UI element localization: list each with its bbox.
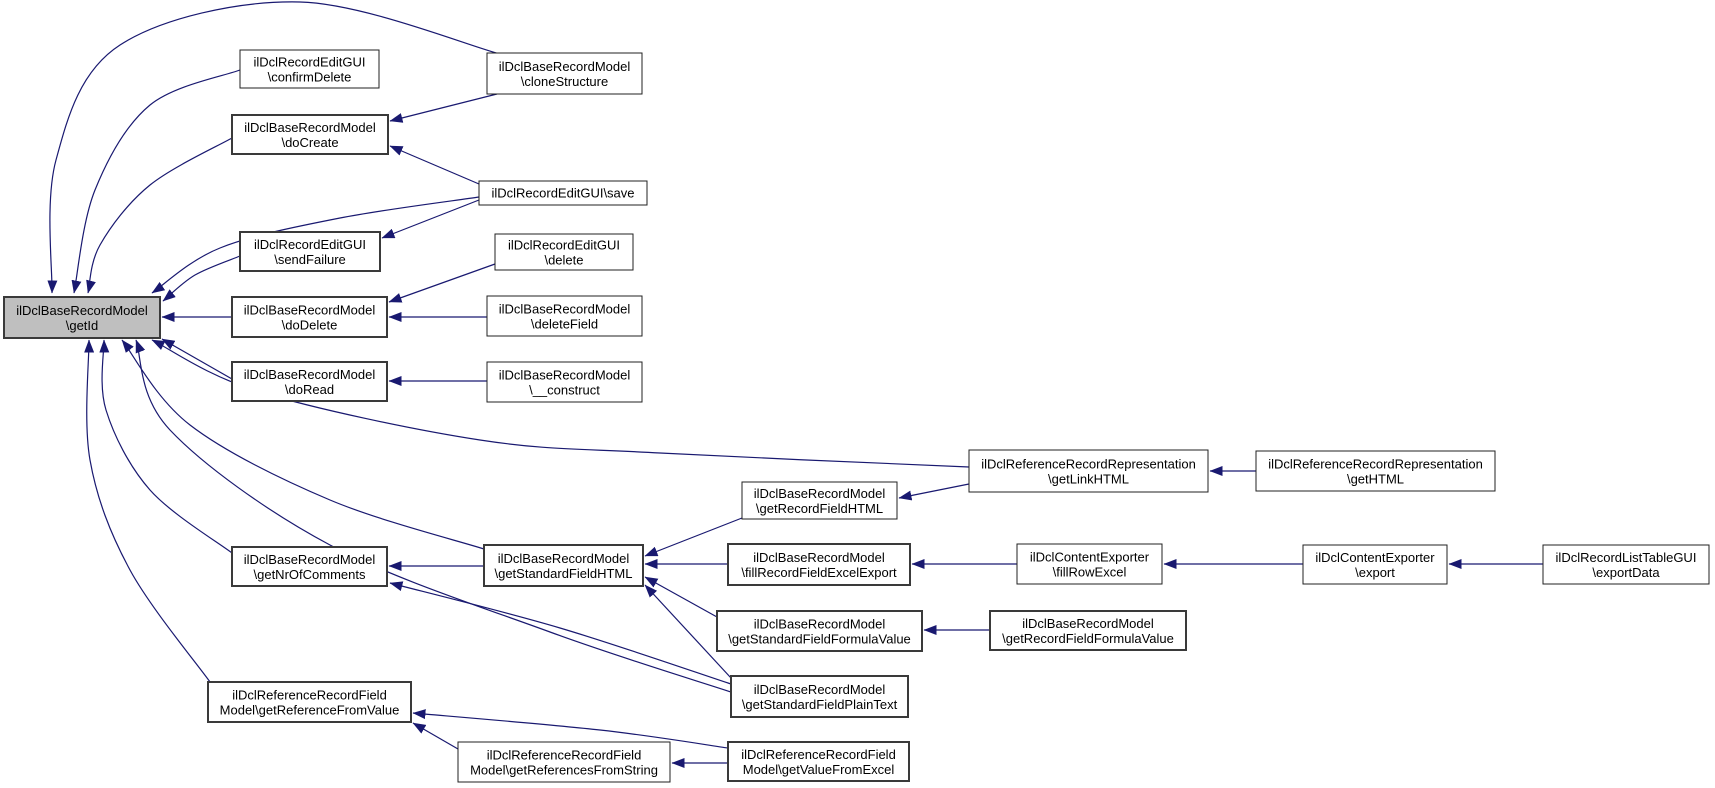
graph-node-getStandardFieldHTML[interactable] bbox=[484, 545, 643, 586]
node-label-fillRecordFieldExcelExport-line1: \fillRecordFieldExcelExport bbox=[741, 565, 897, 580]
graph-node-export[interactable] bbox=[1303, 545, 1447, 584]
edge-getReferenceFromValue-to-getId bbox=[87, 340, 210, 682]
node-label-getLinkHTML-line0: ilDclReferenceRecordRepresentation bbox=[981, 456, 1196, 472]
node-label-getHTML-line1: \getHTML bbox=[1346, 471, 1405, 487]
graph-node-getStandardFieldPlainText[interactable] bbox=[731, 676, 908, 717]
edge-getReferencesFromString-to-getReferenceFromValue bbox=[413, 723, 458, 749]
graph-node-getReferenceFromValue[interactable] bbox=[208, 682, 411, 722]
graph-node-fillRowExcel[interactable] bbox=[1017, 544, 1162, 584]
node-label-doRead-line0: ilDclBaseRecordModel bbox=[243, 367, 376, 382]
edge-delete-to-doDelete bbox=[389, 264, 495, 302]
node-label-doCreate-line1: \doCreate bbox=[281, 135, 339, 150]
edge-getLinkHTML-to-getRecordFieldHTML bbox=[899, 484, 969, 498]
node-label-getValueFromExcel-line1: Model\getValueFromExcel bbox=[742, 762, 895, 777]
edge-doCreate-to-getId bbox=[88, 138, 232, 293]
node-label-getReferencesFromString-line0: ilDclReferenceRecordField bbox=[486, 747, 642, 763]
graph-node-getId[interactable] bbox=[4, 297, 160, 338]
node-label-getNrOfComments-line1: \getNrOfComments bbox=[253, 567, 366, 582]
node-label-getId-line0: ilDclBaseRecordModel bbox=[16, 303, 148, 318]
graph-node-exportData[interactable] bbox=[1543, 545, 1709, 584]
node-label-delete-line1: \delete bbox=[544, 252, 584, 268]
node-label-getReferencesFromString-line1: Model\getReferencesFromString bbox=[470, 762, 658, 778]
node-label-getStandardFieldFormulaValue-line1: \getStandardFieldFormulaValue bbox=[728, 631, 911, 647]
node-label-fillRecordFieldExcelExport-line0: ilDclBaseRecordModel bbox=[753, 550, 885, 565]
graph-node-sendFailure[interactable] bbox=[240, 232, 380, 271]
node-label-exportData-line1: \exportData bbox=[1592, 565, 1660, 580]
graph-node-getRecordFieldHTML[interactable] bbox=[742, 482, 897, 519]
node-label-save-line0: ilDclRecordEditGUI\save bbox=[491, 185, 635, 201]
node-label-getReferenceFromValue-line1: Model\getReferenceFromValue bbox=[219, 702, 400, 718]
node-label-getStandardFieldPlainText-line0: ilDclBaseRecordModel bbox=[753, 682, 886, 697]
edge-getStandardFieldPlainText-to-getNrOfComments bbox=[390, 583, 731, 684]
graph-node-getHTML[interactable] bbox=[1256, 451, 1495, 491]
edge-sendFailure-to-getId bbox=[163, 256, 240, 301]
node-label-getRecordFieldFormulaValue-line1: \getRecordFieldFormulaValue bbox=[1002, 631, 1174, 646]
node-label-construct-line1: \__construct bbox=[529, 382, 600, 398]
graph-node-getValueFromExcel[interactable] bbox=[728, 742, 909, 781]
edge-confirmDelete-to-getId bbox=[74, 70, 240, 293]
node-label-construct-line0: ilDclBaseRecordModel bbox=[498, 367, 631, 383]
node-label-getValueFromExcel-line0: ilDclReferenceRecordField bbox=[741, 747, 896, 762]
graph-node-deleteField[interactable] bbox=[487, 296, 642, 336]
node-label-delete-line0: ilDclRecordEditGUI bbox=[508, 237, 620, 253]
graph-node-getReferencesFromString[interactable] bbox=[458, 742, 670, 782]
graph-node-doCreate[interactable] bbox=[232, 115, 388, 154]
node-label-getReferenceFromValue-line0: ilDclReferenceRecordField bbox=[232, 687, 387, 703]
node-label-getRecordFieldHTML-line0: ilDclBaseRecordModel bbox=[753, 486, 886, 501]
graph-node-save[interactable] bbox=[479, 181, 647, 205]
node-label-deleteField-line0: ilDclBaseRecordModel bbox=[498, 301, 631, 317]
node-label-cloneStructure-line1: \cloneStructure bbox=[520, 74, 609, 89]
edge-doRead-to-getId bbox=[162, 339, 232, 379]
node-label-sendFailure-line0: ilDclRecordEditGUI bbox=[254, 237, 366, 252]
edge-save-to-sendFailure bbox=[382, 200, 479, 238]
node-label-doDelete-line1: \doDelete bbox=[281, 317, 338, 333]
node-label-doRead-line1: \doRead bbox=[284, 382, 335, 397]
node-label-getStandardFieldHTML-line1: \getStandardFieldHTML bbox=[494, 566, 633, 581]
graph-node-getRecordFieldFormulaValue[interactable] bbox=[990, 611, 1186, 650]
edge-cloneStructure-to-doCreate bbox=[390, 94, 497, 121]
node-label-doDelete-line0: ilDclBaseRecordModel bbox=[243, 302, 376, 318]
node-label-exportData-line0: ilDclRecordListTableGUI bbox=[1555, 550, 1697, 565]
edge-getLinkHTML-to-getId bbox=[152, 340, 969, 467]
graph-node-fillRecordFieldExcelExport[interactable] bbox=[728, 544, 910, 585]
node-label-getStandardFieldHTML-line0: ilDclBaseRecordModel bbox=[497, 551, 630, 566]
graph-node-doRead[interactable] bbox=[232, 362, 387, 401]
node-label-confirmDelete-line0: ilDclRecordEditGUI bbox=[253, 54, 366, 70]
node-label-getRecordFieldHTML-line1: \getRecordFieldHTML bbox=[755, 501, 884, 516]
edge-getNrOfComments-to-getId bbox=[102, 340, 232, 553]
node-label-getId-line1: \getId bbox=[65, 318, 99, 333]
node-label-getHTML-line0: ilDclReferenceRecordRepresentation bbox=[1268, 456, 1483, 472]
node-label-confirmDelete-line1: \confirmDelete bbox=[267, 69, 352, 85]
node-label-export-line1: \export bbox=[1355, 565, 1395, 580]
node-label-getRecordFieldFormulaValue-line0: ilDclBaseRecordModel bbox=[1022, 616, 1154, 631]
node-label-cloneStructure-line0: ilDclBaseRecordModel bbox=[498, 59, 631, 74]
graph-node-construct[interactable] bbox=[487, 362, 642, 402]
node-label-fillRowExcel-line0: ilDclContentExporter bbox=[1029, 549, 1150, 565]
node-label-getStandardFieldPlainText-line1: \getStandardFieldPlainText bbox=[741, 697, 898, 712]
graph-node-getStandardFieldFormulaValue[interactable] bbox=[717, 611, 922, 651]
graph-node-doDelete[interactable] bbox=[232, 297, 387, 337]
graph-node-getLinkHTML[interactable] bbox=[969, 450, 1208, 492]
graph-node-delete[interactable] bbox=[495, 234, 633, 270]
node-label-getNrOfComments-line0: ilDclBaseRecordModel bbox=[243, 552, 376, 567]
node-label-doCreate-line0: ilDclBaseRecordModel bbox=[244, 120, 376, 135]
graph-node-confirmDelete[interactable] bbox=[240, 50, 379, 88]
node-label-export-line0: ilDclContentExporter bbox=[1315, 550, 1435, 565]
edge-save-to-doCreate bbox=[390, 146, 479, 184]
node-label-sendFailure-line1: \sendFailure bbox=[274, 252, 346, 267]
node-label-getLinkHTML-line1: \getLinkHTML bbox=[1048, 471, 1129, 487]
node-label-getStandardFieldFormulaValue-line0: ilDclBaseRecordModel bbox=[753, 616, 886, 632]
node-label-deleteField-line1: \deleteField bbox=[530, 316, 599, 332]
graph-node-getNrOfComments[interactable] bbox=[232, 547, 387, 586]
graph-node-cloneStructure[interactable] bbox=[487, 53, 642, 94]
node-label-fillRowExcel-line1: \fillRowExcel bbox=[1052, 564, 1127, 580]
